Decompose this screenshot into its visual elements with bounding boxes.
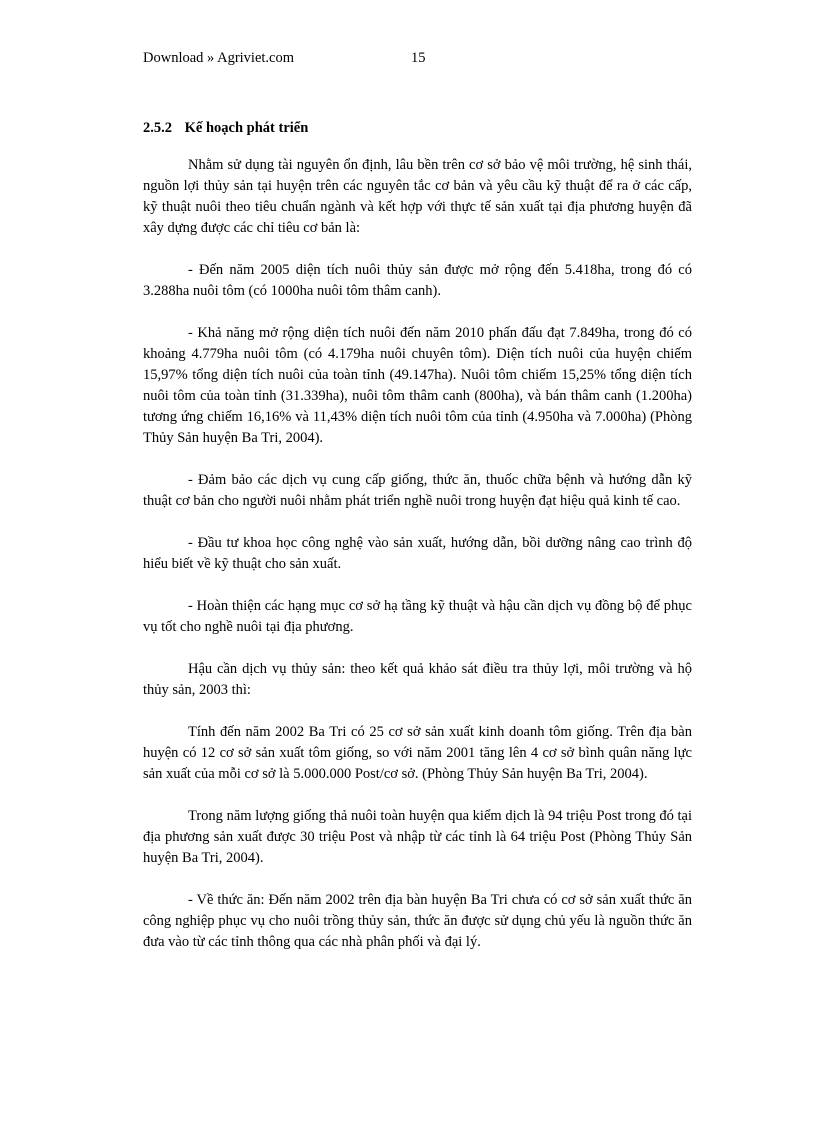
paragraph-seed-supply: Trong năm lượng giống thả nuôi toàn huyện qua kiểm dịch là 94 triệu Post trong đó tại địa phương sản xuất được 30 triệu Post và nhập từ các tỉnh là 64 triệu Post (Phòng Thủy Sản huyện Ba Tri, 2004).: [143, 808, 692, 866]
section-number: 2.5.2: [143, 120, 172, 136]
paragraph-intro: Nhằm sử dụng tài nguyên ổn định, lâu bền trên cơ sở bảo vệ môi trường, hệ sinh thái, nguồn lợi thủy sản tại huyện trên các nguyên tắc cơ bản và yêu cầu kỹ thuật để ra ở các cấp, kỹ thuật nuôi theo tiêu chuẩn ngành và kết hợp với thực tế sản xuất tại địa phương huyện đã xây dựng được các chỉ tiêu cơ bản là:: [143, 157, 692, 236]
section-title: Kế hoạch phát triển: [184, 120, 309, 136]
section-heading: [143, 118, 692, 139]
page-header: [143, 50, 703, 70]
page-number: 15: [411, 50, 426, 66]
paragraph-feed: - Về thức ăn: Đến năm 2002 trên địa bàn huyện Ba Tri chưa có cơ sở sản xuất thức ăn công nghiệp phục vụ cho nuôi trồng thủy sản, thức ăn được sử dụng chủ yếu là nguồn thức ăn đưa vào từ các tỉnh thông qua các nhà phân phối và đại lý.: [143, 892, 692, 950]
paragraph-technology: - Đầu tư khoa học công nghệ vào sản xuất, hướng dẫn, bồi dưỡng nâng cao trình độ hiểu biết về kỹ thuật cho sản xuất.: [143, 535, 692, 572]
paragraph-hatcheries: Tính đến năm 2002 Ba Tri có 25 cơ sở sản xuất kinh doanh tôm giống. Trên địa bàn huyện có 12 cơ sở sản xuất tôm giống, so với năm 2001 tăng lên 4 cơ sở bình quân năng lực sản xuất của mỗi cơ sở là 5.000.000 Post/cơ sở. (Phòng Thủy Sản huyện Ba Tri, 2004).: [143, 724, 692, 782]
paragraph-infrastructure: - Hoàn thiện các hạng mục cơ sở hạ tầng kỹ thuật và hậu cần dịch vụ đồng bộ để phục vụ tốt cho nghề nuôi tại địa phương.: [143, 598, 692, 635]
header-source-text: Download » Agriviet.com: [143, 50, 295, 66]
document-body: [143, 118, 692, 974]
paragraph-target-2010: - Khả năng mở rộng diện tích nuôi đến năm 2010 phấn đấu đạt 7.849ha, trong đó có khoảng 4.779ha nuôi tôm (có 4.179ha nuôi chuyên tôm). Diện tích nuôi của huyện chiếm 15,97% tổng diện tích nuôi của toàn tỉnh (49.147ha). Nuôi tôm chiếm 15,25% tổng diện tích nuôi tôm của toàn tỉnh (31.339ha), nuôi tôm thâm canh (800ha), và bán thâm canh (1.200ha) tương ứng chiếm 16,16% và 11,43% diện tích nuôi tôm của tỉnh (4.950ha và 7.000ha) (Phòng Thủy Sản huyện Ba Tri, 2004).: [143, 325, 692, 446]
paragraph-services: - Đảm bảo các dịch vụ cung cấp giống, thức ăn, thuốc chữa bệnh và hướng dẫn kỹ thuật cơ bản cho người nuôi nhằm phát triển nghề nuôi trong huyện đạt hiệu quả kinh tế cao.: [143, 472, 692, 509]
paragraph-logistics: Hậu cần dịch vụ thủy sản: theo kết quả khảo sát điều tra thủy lợi, môi trường và hộ thủy sản, 2003 thì:: [143, 661, 692, 698]
paragraph-target-2005: - Đến năm 2005 diện tích nuôi thủy sản được mở rộng đến 5.418ha, trong đó có 3.288ha nuôi tôm (có 1000ha nuôi tôm thâm canh).: [143, 262, 692, 299]
